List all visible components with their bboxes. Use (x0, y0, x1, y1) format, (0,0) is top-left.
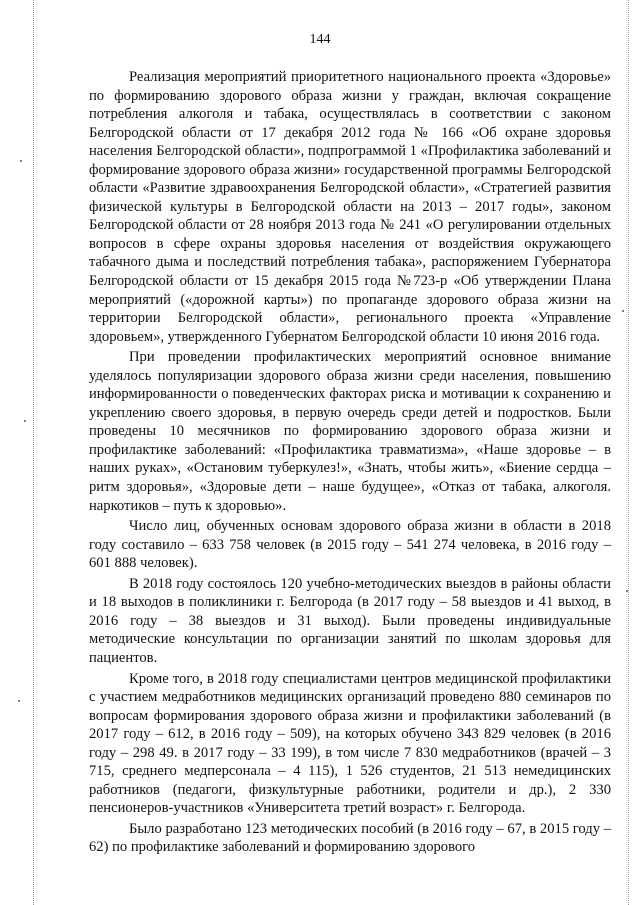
scan-speck (18, 700, 20, 702)
scan-margin-right (628, 0, 637, 905)
scan-margin-left (33, 0, 42, 905)
document-body (89, 68, 611, 859)
paragraph: В 2018 году состоялось 120 учебно-методических выездов в районы области и 18 выходов в поликлиники г. Белгорода (в 2017 году – 58 выездов и 41 выход, в 2016 году – 38 выездов и 31 выход). Были проведены индивидуальные методические консультации по организации занятий по школам здоровья для пациентов. (89, 575, 611, 666)
paragraph: Было разработано 123 методических пособий (в 2016 году – 67, в 2015 году – 62) по профилактике заболеваний и формированию здорового (89, 820, 611, 856)
paragraph: Реализация мероприятий приоритетного национального проекта «Здоровье» по формированию здорового образа жизни у граждан, включая сокращение потребления алкоголя и табака, осуществлялась в соответствии с законом Белгородской области от 17 декабря 2012 года № 166 «Об охране здоровья населения Белгородской области», подпрограммой 1 «Профилактика заболеваний и формирование здорового образа жизни» государственной программы Белгородской области «Развитие здравоохранения Белгородской области», «Стратегией развития физической культуры в Белгородской области на 2013 – 2017 годы», законом Белгородской области от 28 ноября 2013 года № 241 «О регулировании отдельных вопросов в сфере охраны здоровья населения от воздействия окружающего табачного дыма и последствий потребления табака», распоряжением Губернатора Белгородской области от 15 декабря 2015 года №723-р «Об утверждении Плана мероприятий («дорожной карты») по пропаганде здорового образа жизни на территории Белгородской области», регионального проекта «Управление здоровьем», утвержденного Губернатом Белгородской области 10 июня 2016 года. (89, 69, 611, 345)
paragraph: Число лиц, обученных основам здорового образа жизни в области в 2018 году составило – 633 758 человек (в 2015 году – 541 274 человека, в 2016 году – 601 888 человек). (89, 518, 611, 572)
scan-speck (626, 590, 628, 592)
scan-speck (20, 160, 22, 162)
page-number: 144 (309, 32, 331, 47)
paragraph: При проведении профилактических мероприятий основное внимание уделялось популяризации здорового образа жизни среди населения, повышению информированности о поведенческих факторах риска и мотивации к сохранению и укреплению своего здоровья, в первую очередь среди детей и подростков. Были проведены 10 месячников по формированию здорового образа жизни и профилактике заболеваний: «Профилактика травматизма», «Наше здоровье – в наших руках», «Остановим туберкулез!», «Знать, чтобы жить», «Биение сердца – ритм здоровья», «Здоровые дети – наше будущее», «Отказ от табака, алкоголя. наркотиков – путь к здоровью». (89, 349, 611, 514)
scan-speck (24, 420, 26, 422)
paragraph: Кроме того, в 2018 году специалистами центров медицинской профилактики с участием медработников медицинских организаций проведено 880 семинаров по вопросам формирования здорового образа жизни и профилактики заболеваний (в 2017 году – 612, в 2016 году – 509), на которых обучено 343 829 человек (в 2016 году – 298 49. в 2017 году – 33 199), в том числе 7 830 медработников (врачей – 3 715, среднего медперсонала – 4 115), 1 526 студентов, 21 513 немедицинских работников (педагоги, физкультурные работники, родители и др.), 2 330 пенсионеров-участников «Университета третий возраст» г. Белгорода. (89, 670, 611, 817)
scan-speck (622, 310, 624, 312)
